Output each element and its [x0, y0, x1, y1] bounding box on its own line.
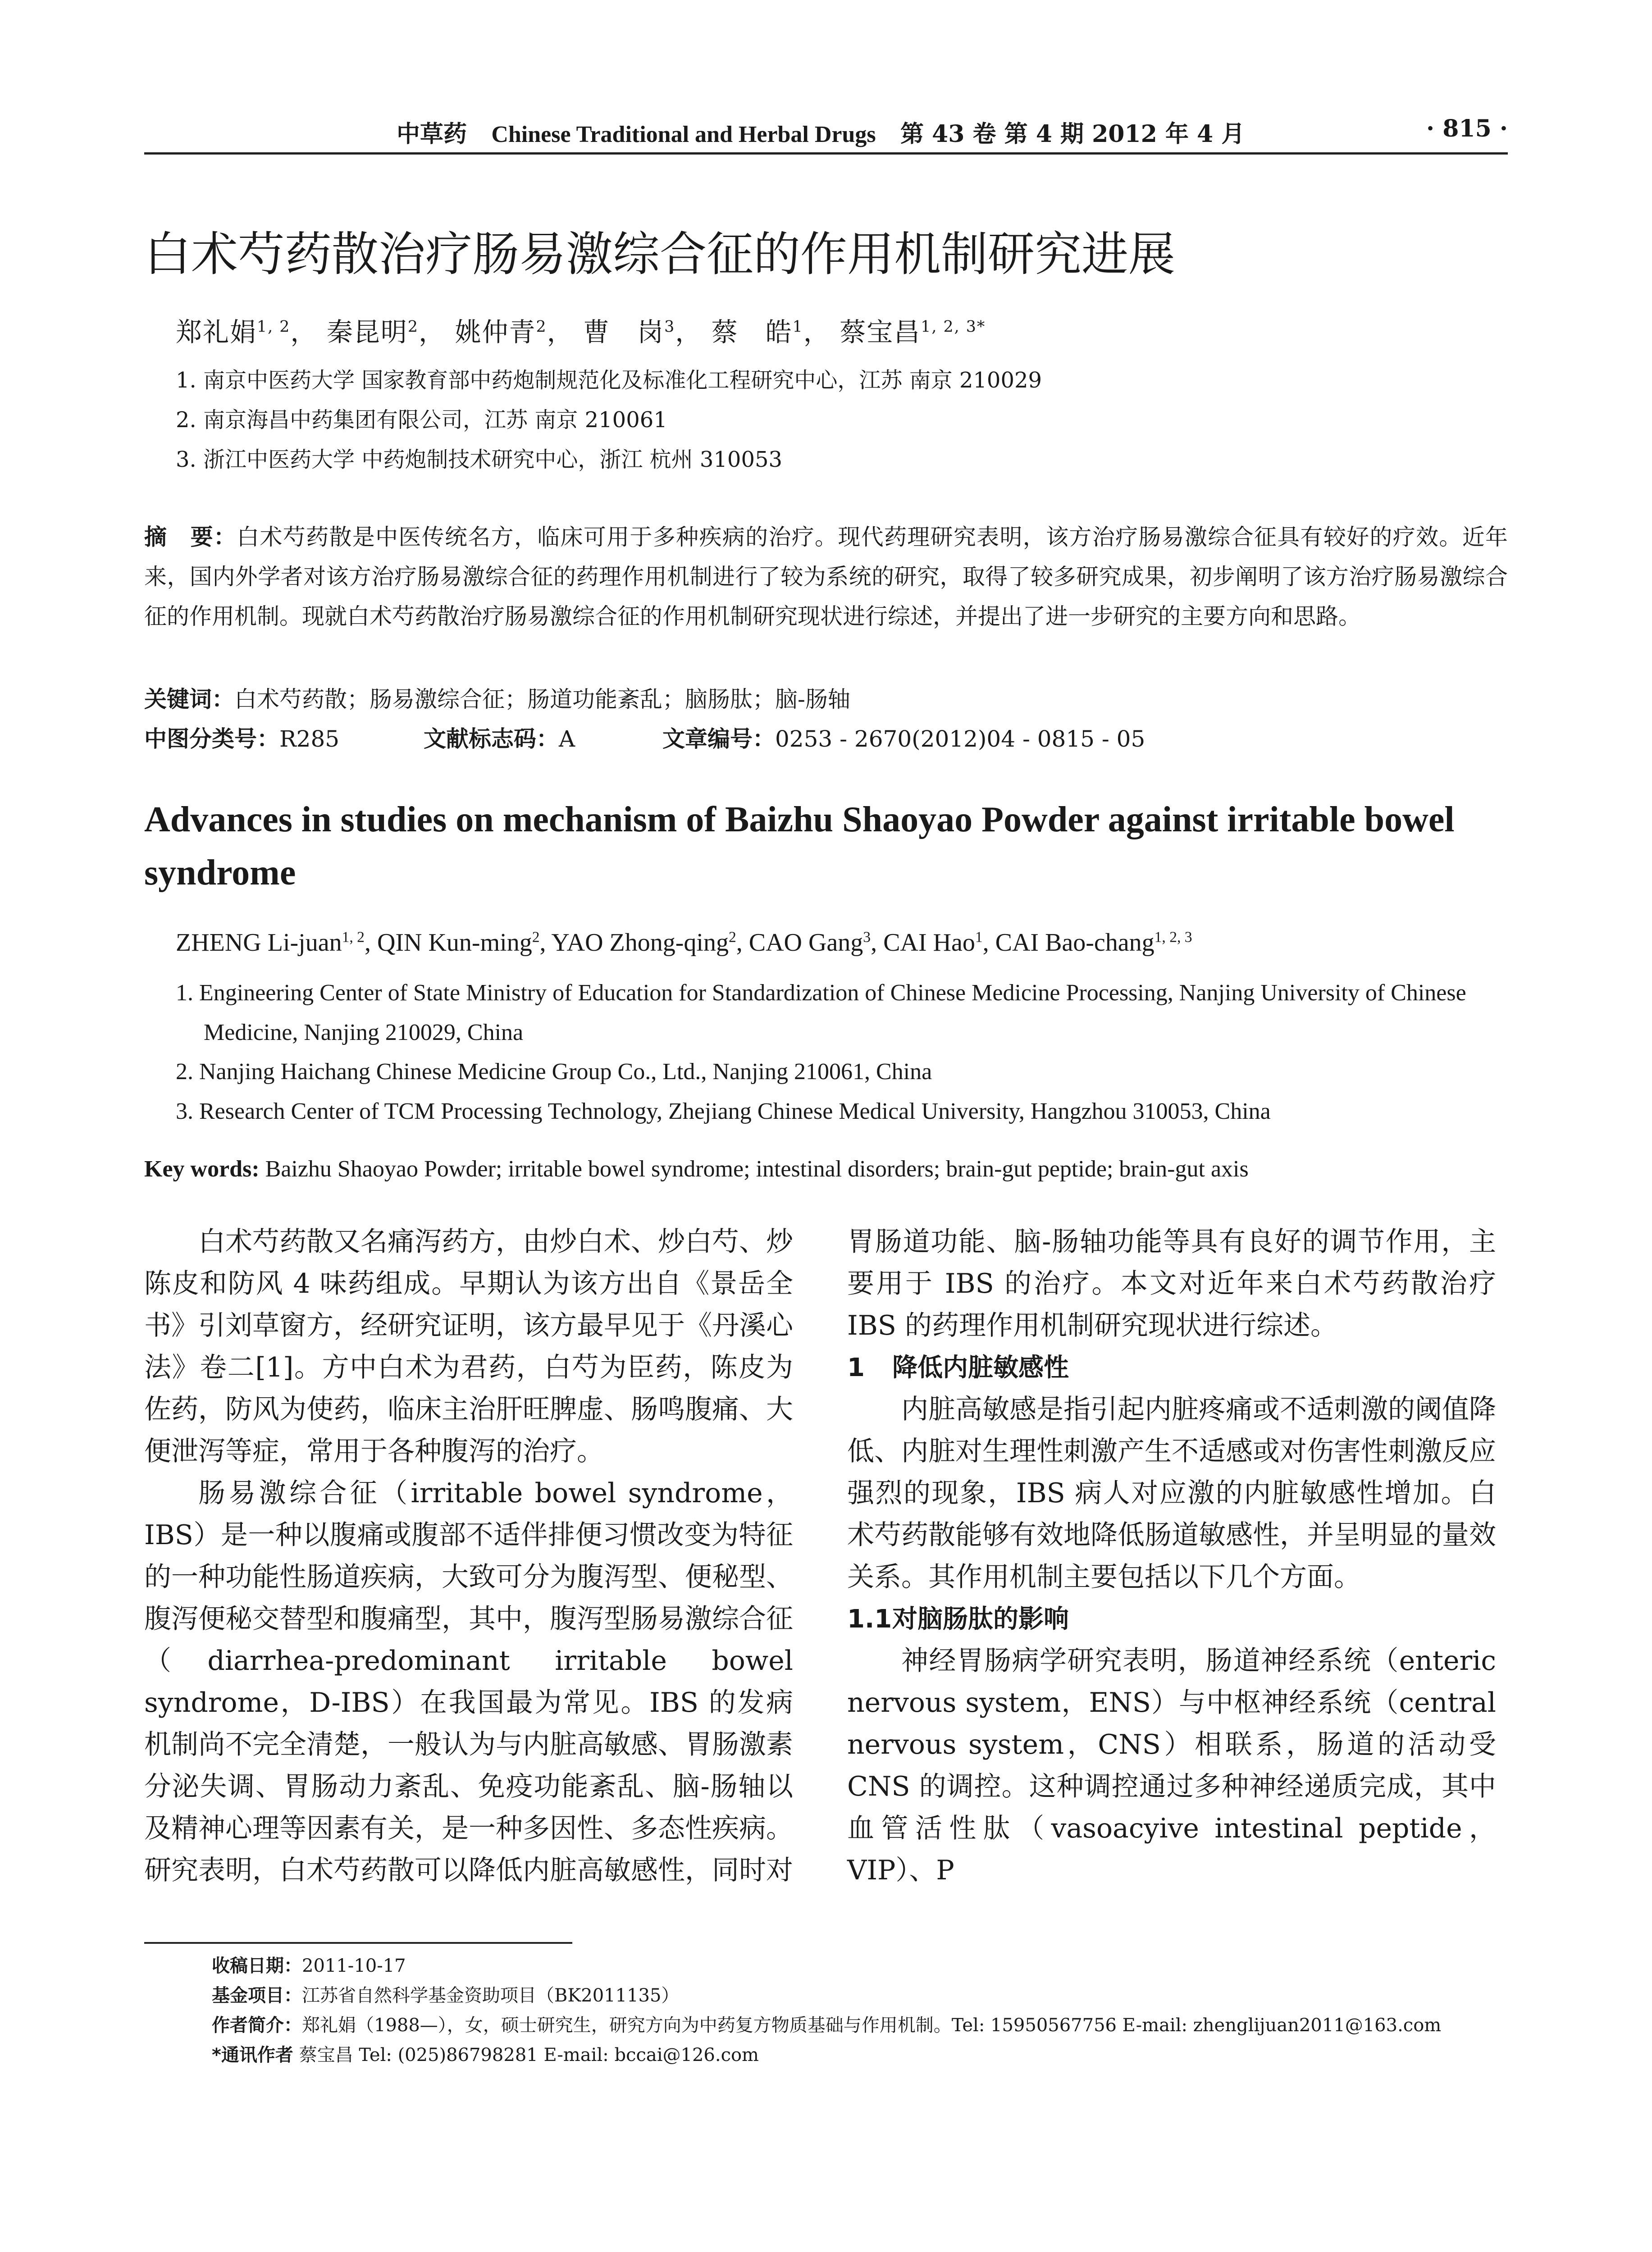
author: 秦昆明$^2$ — [326, 317, 419, 347]
author: 曹 岗$^3$ — [583, 317, 675, 347]
chinese-affiliation: 2. 南京海昌中药集团有限公司，江苏 南京 210061 — [176, 407, 667, 433]
author: CAI Hao$^1$ — [883, 929, 983, 957]
header-rule — [144, 152, 1508, 155]
english-keywords — [144, 1156, 1249, 1182]
running-header — [144, 115, 1508, 151]
chinese-keywords — [144, 681, 850, 714]
body-paragraph: 白术芍药散又名痛泻药方，由炒白术、炒白芍、炒陈皮和防风 4 味药组成。早期认为该方出自《景岳全书》引刘草窗方，经研究证明，该方最早见于《丹溪心法》卷二[1]。方中白术为君药，白芍为臣药，陈皮为佐药，防风为使药，临床主治肝旺脾虚、肠鸣腹痛、大便泄泻等症，常用于各种腹泻的治疗。 — [144, 1226, 793, 1467]
body-column-right — [847, 1221, 1496, 1892]
footnote-author-bio: 作者简介：郑礼娟（1988—），女，硕士研究生，研究方向为中药复方物质基础与作用机制。Tel: 15950567756 E-mail: zhenglijuan2011@163.com — [212, 2015, 1442, 2036]
footnotes — [212, 1951, 1519, 2070]
abstract-text: 白术芍药散是中医传统名方，临床可用于多种疾病的治疗。现代药理研究表明，该方治疗肠易激综合征具有较好的疗效。近年来，国内外学者对该方治疗肠易激综合征的药理作用机制进行了较为系统的研究，取得了较多研究成果，初步阐明了该方治疗肠易激综合征的作用机制。现就白术芍药散治疗肠易激综合征的作用机制研究现状进行综述，并提出了进一步研究的主要方向和思路。 — [144, 524, 1508, 629]
section-heading: 1 降低内脏敏感性 — [847, 1353, 1069, 1382]
author: 蔡宝昌$^{1, 2, 3*}$ — [840, 317, 986, 347]
chinese-authors: 郑礼娟$^{1, 2}$， 秦昆明$^2$， 姚仲青$^2$， 曹 岗$^3$， 蔡 皓$^1$， 蔡宝昌$^{1, 2, 3*}$ — [176, 317, 986, 347]
page-number: · 815 · — [1426, 115, 1508, 142]
clc-number: 中图分类号：R285 — [144, 726, 340, 752]
body-paragraph: 肠易激综合征（irritable bowel syndrome，IBS）是一种以腹痛或腹部不适伴排便习惯改变为特征的一种功能性肠道疾病，大致可分为腹泻型、便秘型、腹泻便秘交替型和腹痛型，其中，腹泻型肠易激综合征（diarrhea-predominant irritable bowel syndrome，D-IBS）在我国最为常见。IBS 的发病机制尚不完全清楚，一般认为与内脏高敏感、胃肠激素分泌失调、胃肠动力紊乱、免疫功能紊乱、脑-肠轴以及精神心理等因素有关，是一种多因性、多态性疾病。研究表明，白术芍药散可以降低内脏高敏感性，同时对 — [144, 1477, 793, 1886]
chinese-title: 白术芍药散治疗肠易激综合征的作用机制研究进展 — [144, 227, 1176, 282]
english-affiliation: 2. Nanjing Haichang Chinese Medicine Group Co., Ltd., Nanjing 210061, China — [176, 1059, 932, 1085]
author: 郑礼娟$^{1, 2}$ — [176, 317, 291, 347]
journal-issue: 第 43 卷 第 4 期 2012 年 4 月 — [900, 120, 1245, 148]
journal-name-en: Chinese Traditional and Herbal Drugs — [491, 122, 876, 147]
author: 蔡 皓$^1$ — [711, 317, 803, 347]
author: ZHENG Li-juan$^{1, 2}$ — [176, 929, 365, 957]
english-title: Advances in studies on mechanism of Baizhu Shaoyao Powder against irritable bowel syndrome — [144, 800, 1455, 893]
keywords-text: 白术芍药散；肠易激综合征；肠道功能紊乱；脑肠肽；脑-肠轴 — [234, 686, 850, 712]
english-affiliation: 1. Engineering Center of State Ministry of Education for Standardization of Chinese Medicine Processing, Nanjing University of Chinese Medicine, Nanjing 210029, China — [176, 980, 1466, 1045]
journal-name-cn: 中草药 — [397, 120, 467, 148]
journal-line — [397, 115, 1245, 149]
english-authors: ZHENG Li-juan$^{1, 2}$, QIN Kun-ming$^2$, YAO Zhong-qing$^2$, CAO Gang$^3$, CAI Hao$^1$, CAI Bao-chang$^{1, 2, 3}$ — [176, 929, 1192, 957]
footnote-fund: 基金项目：江苏省自然科学基金资助项目（BK2011135） — [212, 1985, 680, 2006]
author: 姚仲青$^2$ — [455, 317, 547, 347]
document-code: 文献标志码：A — [424, 726, 575, 752]
en-keywords-label: Key words: — [144, 1156, 260, 1182]
chinese-affiliation: 1. 南京中医药大学 国家教育部中药炮制规范化及标准化工程研究中心，江苏 南京 210029 — [176, 368, 1042, 393]
body-paragraph: 胃肠道功能、脑-肠轴功能等具有良好的调节作用，主要用于 IBS 的治疗。本文对近年来白术芍药散治疗 IBS 的药理作用机制研究现状进行综述。 — [847, 1226, 1496, 1341]
footnote-received: 收稿日期：2011-10-17 — [212, 1956, 406, 1976]
keywords-label: 关键词： — [144, 686, 234, 712]
body-paragraph: 神经胃肠病学研究表明，肠道神经系统（enteric nervous system，ENS）与中枢神经系统（central nervous system，CNS）相联系，肠道的活动受 CNS 的调控。这种调控通过多种神经递质完成，其中血管活性肽（vasoacyive intestinal peptide，VIP）、P — [847, 1645, 1496, 1886]
en-keywords-text: Baizhu Shaoyao Powder; irritable bowel syndrome; intestinal disorders; brain-gut peptide; brain-gut axis — [259, 1156, 1249, 1182]
body-paragraph: 内脏高敏感是指引起内脏疼痛或不适刺激的阈值降低、内脏对生理性刺激产生不适感或对伤害性刺激反应强烈的现象，IBS 病人对应激的内脏敏感性增加。白术芍药散能够有效地降低肠道敏感性，并呈明显的量效关系。其作用机制主要包括以下几个方面。 — [847, 1394, 1496, 1593]
body-column-left — [144, 1221, 793, 1892]
chinese-affiliation: 3. 浙江中医药大学 中药炮制技术研究中心，浙江 杭州 310053 — [176, 447, 783, 472]
author: CAO Gang$^3$ — [748, 929, 871, 957]
chinese-abstract — [144, 517, 1508, 636]
abstract-label: 摘 要： — [144, 524, 237, 550]
footnote-corresponding: *通讯作者 蔡宝昌 Tel: (025)86798281 E-mail: bccai@126.com — [212, 2045, 759, 2065]
classification-line — [144, 721, 1508, 753]
author: YAO Zhong-qing$^2$ — [551, 929, 736, 957]
author: QIN Kun-ming$^2$ — [377, 929, 540, 957]
english-affiliation: 3. Research Center of TCM Processing Technology, Zhejiang Chinese Medical University, Hangzhou 310053, China — [176, 1099, 1271, 1124]
subsection-heading: 1.1对脑肠肽的影响 — [847, 1605, 1069, 1634]
article-number: 文章编号：0253 - 2670(2012)04 - 0815 - 05 — [662, 726, 1145, 752]
footnote-rule — [144, 1942, 572, 1944]
author: CAI Bao-chang$^{1, 2, 3}$ — [995, 929, 1192, 957]
